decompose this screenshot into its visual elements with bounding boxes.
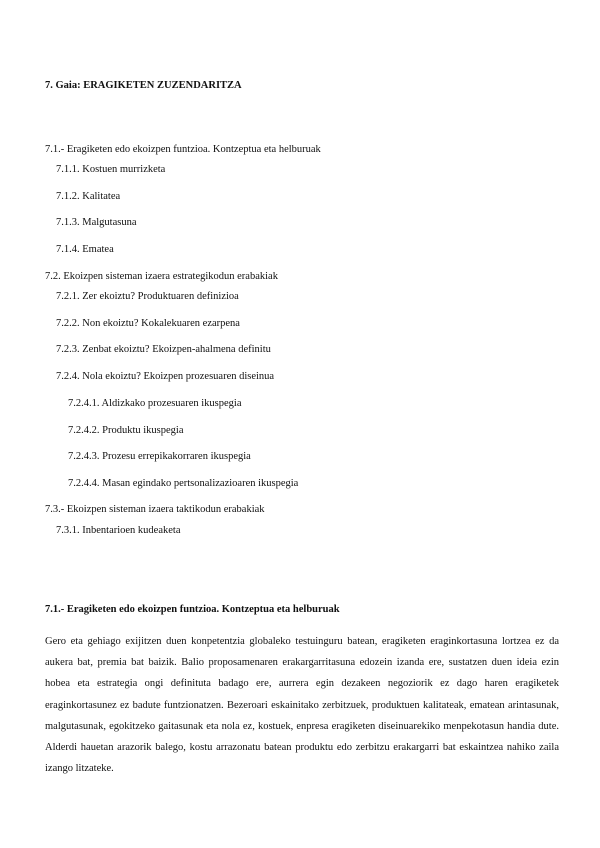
- toc-item-7-1-4: 7.1.4. Ematea: [56, 244, 114, 255]
- toc-item-7-2-4-2: 7.2.4.2. Produktu ikuspegia: [68, 425, 184, 436]
- toc-item-7-2: 7.2. Ekoizpen sisteman izaera estrategikodun erabakiak: [45, 271, 278, 282]
- toc-item-7-1-2: 7.1.2. Kalitatea: [56, 191, 121, 202]
- toc-item-7-2-4-4: 7.2.4.4. Masan egindako pertsonalizazioaren ikuspegia: [68, 478, 299, 489]
- toc-item-7-1-3: 7.1.3. Malgutasuna: [56, 217, 137, 228]
- toc-item-7-1: 7.1.- Eragiketen edo ekoizpen funtzioa. Kontzeptua eta helburuak: [45, 144, 321, 155]
- toc-item-7-2-1: 7.2.1. Zer ekoiztu? Produktuaren definizioa: [56, 291, 239, 302]
- toc-item-7-1-1: 7.1.1. Kostuen murrizketa: [56, 164, 166, 175]
- body-paragraph: Gero eta gehiago exijitzen duen konpetentzia globaleko testuinguru batean, eragiketen eraginkortasuna lortzea ez da aukera bat, premia bat baizik. Balio proposamenaren erakargarritasuna edozein izanda ere, sustatzen duen ideia ezin hobea eta estrategia ongi definituta badago ere, aurrera egin dezakeen negoziorik ez dago haren eragiketek eraginkortasunez ez badute funtzionatzen. Bezeroari eskainitako zerbitzuek, produktuen kalitateak, ematean arintasunak, malgutasunak, egokitzeko gaitasunak eta nola ez, kostuek, enpresa eragiketen diseinuarekiko menpekotasun handia dute. Alderdi hauetan arazorik balego, kostu arrazonatu batean produktu edo zerbitzu erakargarri bat eskaintzea nahiko zaila izango litzateke.: [45, 636, 559, 775]
- section-heading: 7.1.- Eragiketen edo ekoizpen funtzioa. Kontzeptua eta helburuak: [45, 604, 340, 615]
- toc-item-7-3-1: 7.3.1. Inbentarioen kudeaketa: [56, 525, 181, 536]
- chapter-title: 7. Gaia: ERAGIKETEN ZUZENDARITZA: [45, 80, 242, 91]
- toc-item-7-2-4-1: 7.2.4.1. Aldizkako prozesuaren ikuspegia: [68, 398, 242, 409]
- toc-item-7-2-3: 7.2.3. Zenbat ekoiztu? Ekoizpen-ahalmena definitu: [56, 344, 271, 355]
- toc-item-7-2-4: 7.2.4. Nola ekoiztu? Ekoizpen prozesuaren diseinua: [56, 371, 275, 382]
- toc-item-7-2-4-3: 7.2.4.3. Prozesu errepikakorraren ikuspegia: [68, 451, 251, 462]
- toc-item-7-2-2: 7.2.2. Non ekoiztu? Kokalekuaren ezarpena: [56, 318, 240, 329]
- toc-item-7-3: 7.3.- Ekoizpen sisteman izaera taktikodun erabakiak: [45, 504, 265, 515]
